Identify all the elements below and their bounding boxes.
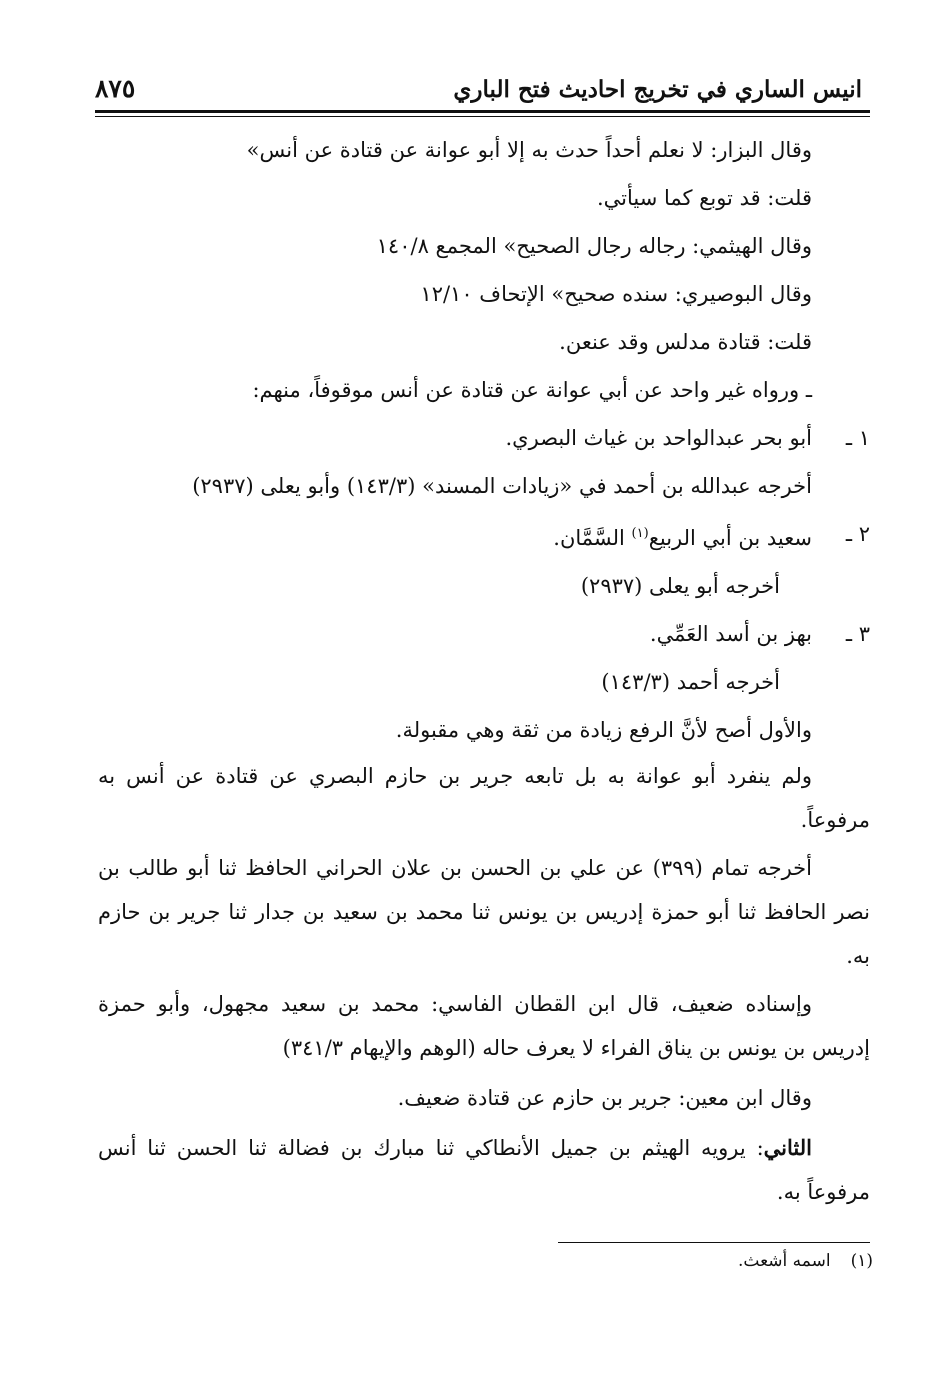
footnote-separator xyxy=(558,1242,870,1243)
list-item-number: ٣ ـ xyxy=(845,622,870,646)
paragraph-note-1: قلت: قد توبع كما سيأتي. xyxy=(596,186,812,210)
list-item-text: بهز بن أسد العَمِّي. xyxy=(649,622,812,646)
narrator-name: سعيد بن أبي الربيع xyxy=(648,526,812,550)
list-item-source: أخرجه أبو يعلى (٢٩٣٧) xyxy=(580,574,780,598)
footnote-text: اسمه أشعث. xyxy=(737,1251,831,1271)
list-item xyxy=(98,414,870,462)
paragraph-second-route xyxy=(98,1126,870,1214)
page-number: ٨٧٥ xyxy=(95,74,136,103)
paragraph-ibn-main: وقال ابن معين: جرير بن حازم عن قتادة ضعيف. xyxy=(397,1086,812,1110)
footnote xyxy=(553,1251,873,1271)
list-item-text xyxy=(553,526,812,550)
main-text xyxy=(98,126,870,1214)
paragraph-bazzar: وقال البزار: لا نعلم أحداً حدث به إلا أبو عوانة عن قتادة عن أنس» xyxy=(246,138,812,162)
narrator-nisba: السَّمَّان. xyxy=(553,526,632,550)
header-rule-thin xyxy=(95,116,870,117)
paragraph-mutabaa: ولم ينفرد أبو عوانة به بل تابعه جرير بن حازم البصري عن قتادة عن أنس به مرفوعاً. xyxy=(98,764,870,832)
page-header xyxy=(95,62,870,120)
list-item-source: أخرجه أحمد (١٤٣/٣) xyxy=(601,670,780,694)
paragraph-preference: والأول أصح لأنَّ الرفع زيادة من ثقة وهي مقبولة. xyxy=(395,718,812,742)
paragraph-text: : يرويه الهيثم بن جميل الأنطاكي ثنا مبارك بن فضالة ثنا الحسن ثنا أنس مرفوعاً به. xyxy=(98,1136,870,1204)
footnote-reference: (١) xyxy=(631,526,649,541)
list-item-text: أبو بحر عبدالواحد بن غياث البصري. xyxy=(505,426,812,450)
paragraph-haythami: وقال الهيثمي: رجاله رجال الصحيح» المجمع ١٤٠/٨ xyxy=(376,234,812,258)
running-title: انيس الساري في تخريج احاديث فتح الباري xyxy=(453,76,862,103)
list-item-source: أخرجه عبدالله بن أحمد في «زيادات المسند» (١٤٣/٣) وأبو يعلى (٢٩٣٧) xyxy=(192,474,812,498)
paragraph-isnad-weak: وإسناده ضعيف، قال ابن القطان الفاسي: محمد بن سعيد مجهول، وأبو حمزة إدريس بن يونس بن يناق الفراء لا يعرف حاله (الوهم والإيهام ٣٤١/٣) xyxy=(98,992,870,1060)
paragraph-narrators-intro: ـ ورواه غير واحد عن أبي عوانة عن قتادة عن أنس موقوفاً، منهم: xyxy=(252,378,812,402)
list-item-number: ١ ـ xyxy=(845,426,870,450)
paragraph-busiri: وقال البوصيري: سنده صحيح» الإتحاف ١٢/١٠ xyxy=(420,282,812,306)
header-rule-thick xyxy=(95,110,870,113)
paragraph-note-2: قلت: قتادة مدلس وقد عنعن. xyxy=(559,330,812,354)
footnote-number: (١) xyxy=(850,1251,873,1271)
section-label: الثاني xyxy=(763,1135,812,1160)
list-item-number: ٢ ـ xyxy=(845,522,870,546)
list-item xyxy=(98,510,870,562)
paragraph-tammam: أخرجه تمام (٣٩٩) عن علي بن الحسن بن علان الحراني الحافظ ثنا أبو طالب بن نصر الحافظ ثنا أبو حمزة إدريس بن يونس ثنا محمد بن سعيد بن جدار ثنا جرير بن حازم به. xyxy=(98,856,870,968)
list-item xyxy=(98,610,870,658)
